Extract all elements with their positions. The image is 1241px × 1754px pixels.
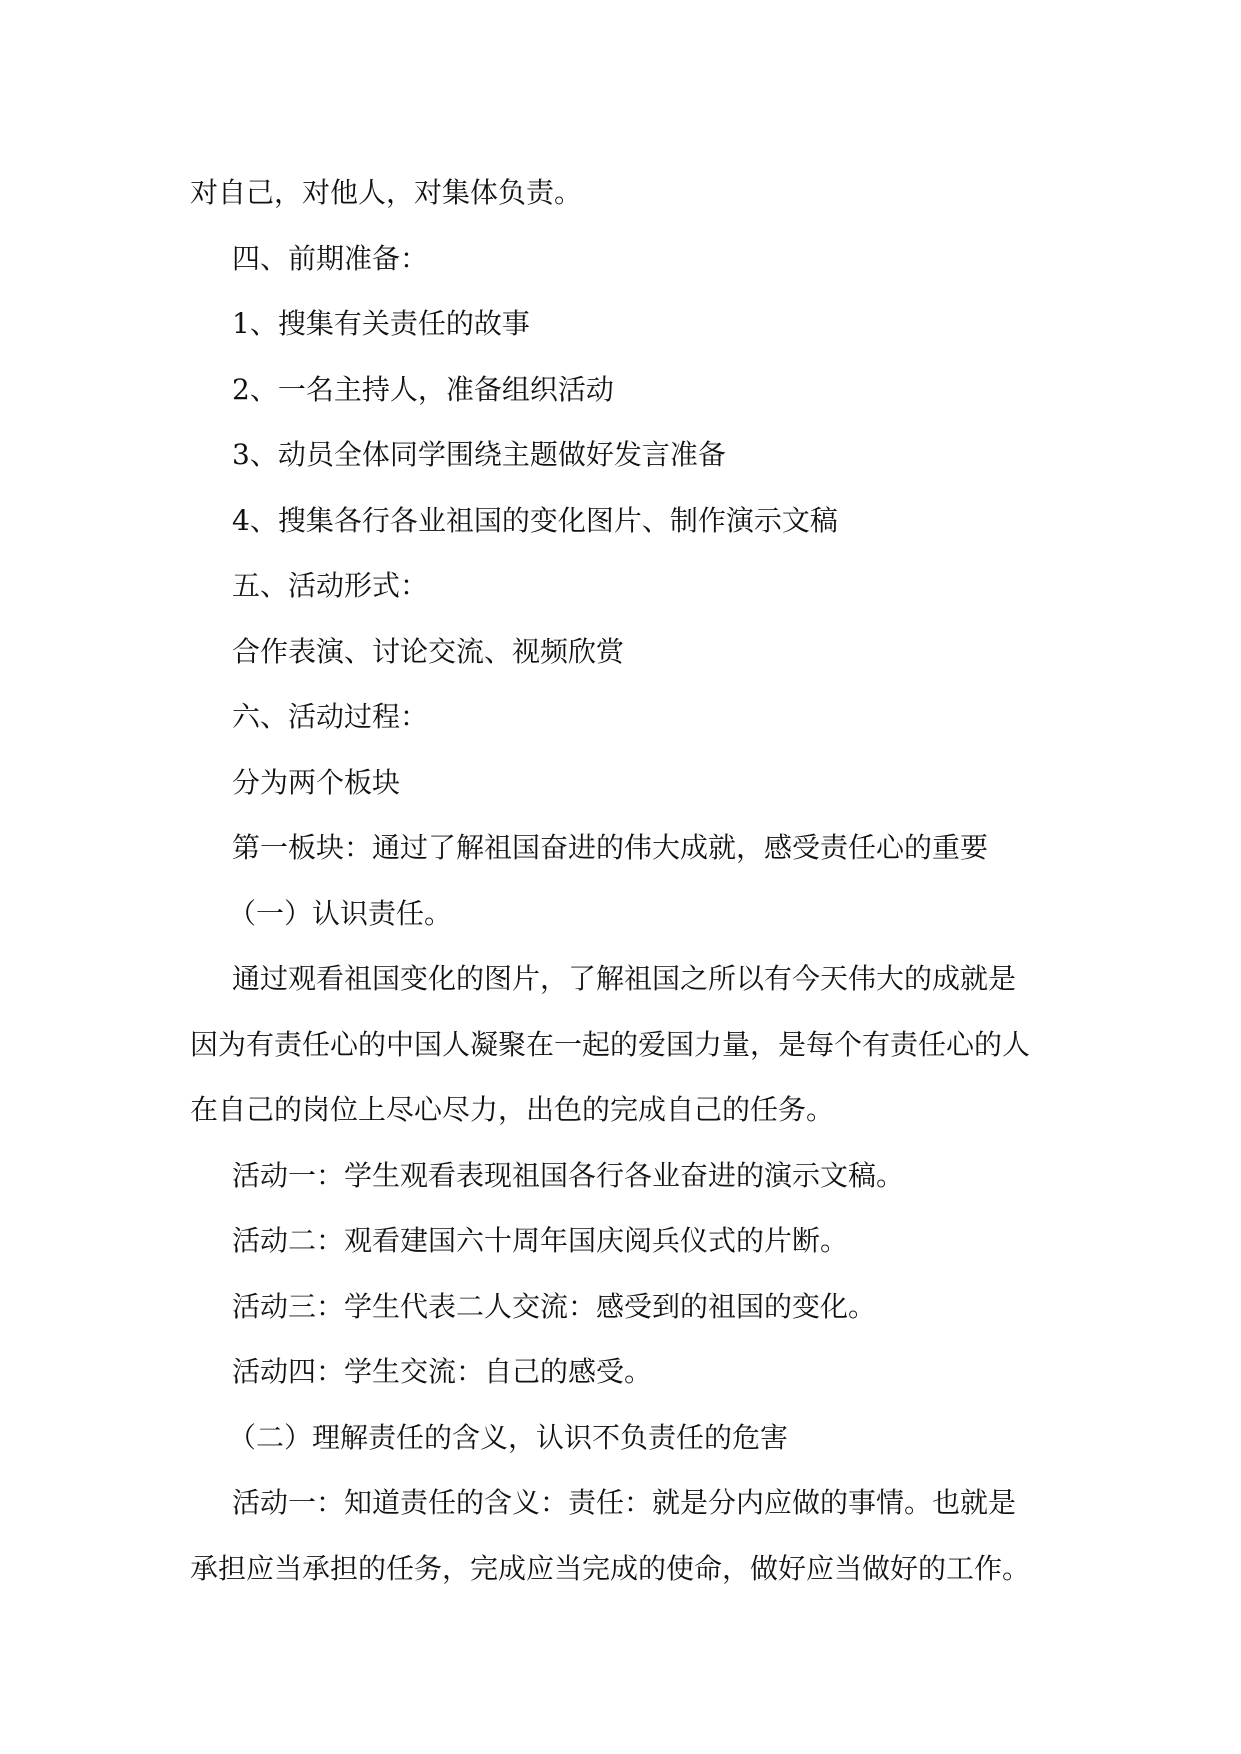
- list-item: 4、搜集各行各业祖国的变化图片、制作演示文稿: [232, 503, 838, 537]
- subsection-heading: （二）理解责任的含义，认识不负责任的危害: [228, 1420, 789, 1454]
- section-heading: 四、前期准备：: [232, 241, 429, 275]
- list-item: 3、动员全体同学围绕主题做好发言准备: [232, 438, 726, 471]
- subsection-heading: （一）认识责任。: [228, 896, 453, 930]
- activity-line: 活动一：知道责任的含义：责任：就是分内应做的事情。也就是: [232, 1486, 1017, 1519]
- paragraph-line: 分为两个板块: [232, 765, 401, 799]
- paragraph-line: 承担应当承担的任务，完成应当完成的使命，做好应当做好的工作。: [190, 1551, 1031, 1585]
- paragraph-line: 因为有责任心的中国人凝聚在一起的爱国力量，是每个有责任心的人: [190, 1027, 1031, 1061]
- subsection-heading: 第一板块：通过了解祖国奋进的伟大成就，感受责任心的重要: [232, 831, 989, 864]
- activity-line: 活动四：学生交流：自己的感受。: [232, 1355, 653, 1388]
- activity-line: 活动二：观看建国六十周年国庆阅兵仪式的片断。: [232, 1224, 849, 1257]
- list-item: 2、一名主持人，准备组织活动: [232, 372, 614, 406]
- section-heading: 五、活动形式：: [232, 569, 429, 602]
- document-body: [190, 160, 1060, 1601]
- paragraph-line: 在自己的岗位上尽心尽力，出色的完成自己的任务。: [190, 1093, 835, 1126]
- list-item: 1、搜集有关责任的故事: [232, 307, 530, 340]
- paragraph-line: 合作表演、讨论交流、视频欣赏: [232, 634, 625, 668]
- paragraph-line: 通过观看祖国变化的图片，了解祖国之所以有今天伟大的成就是: [232, 962, 1017, 995]
- paragraph-line: 对自己，对他人，对集体负责。: [190, 176, 583, 209]
- activity-line: 活动一：学生观看表现祖国各行各业奋进的演示文稿。: [232, 1158, 905, 1192]
- section-heading: 六、活动过程：: [232, 700, 429, 733]
- activity-line: 活动三：学生代表二人交流：感受到的祖国的变化。: [232, 1289, 877, 1323]
